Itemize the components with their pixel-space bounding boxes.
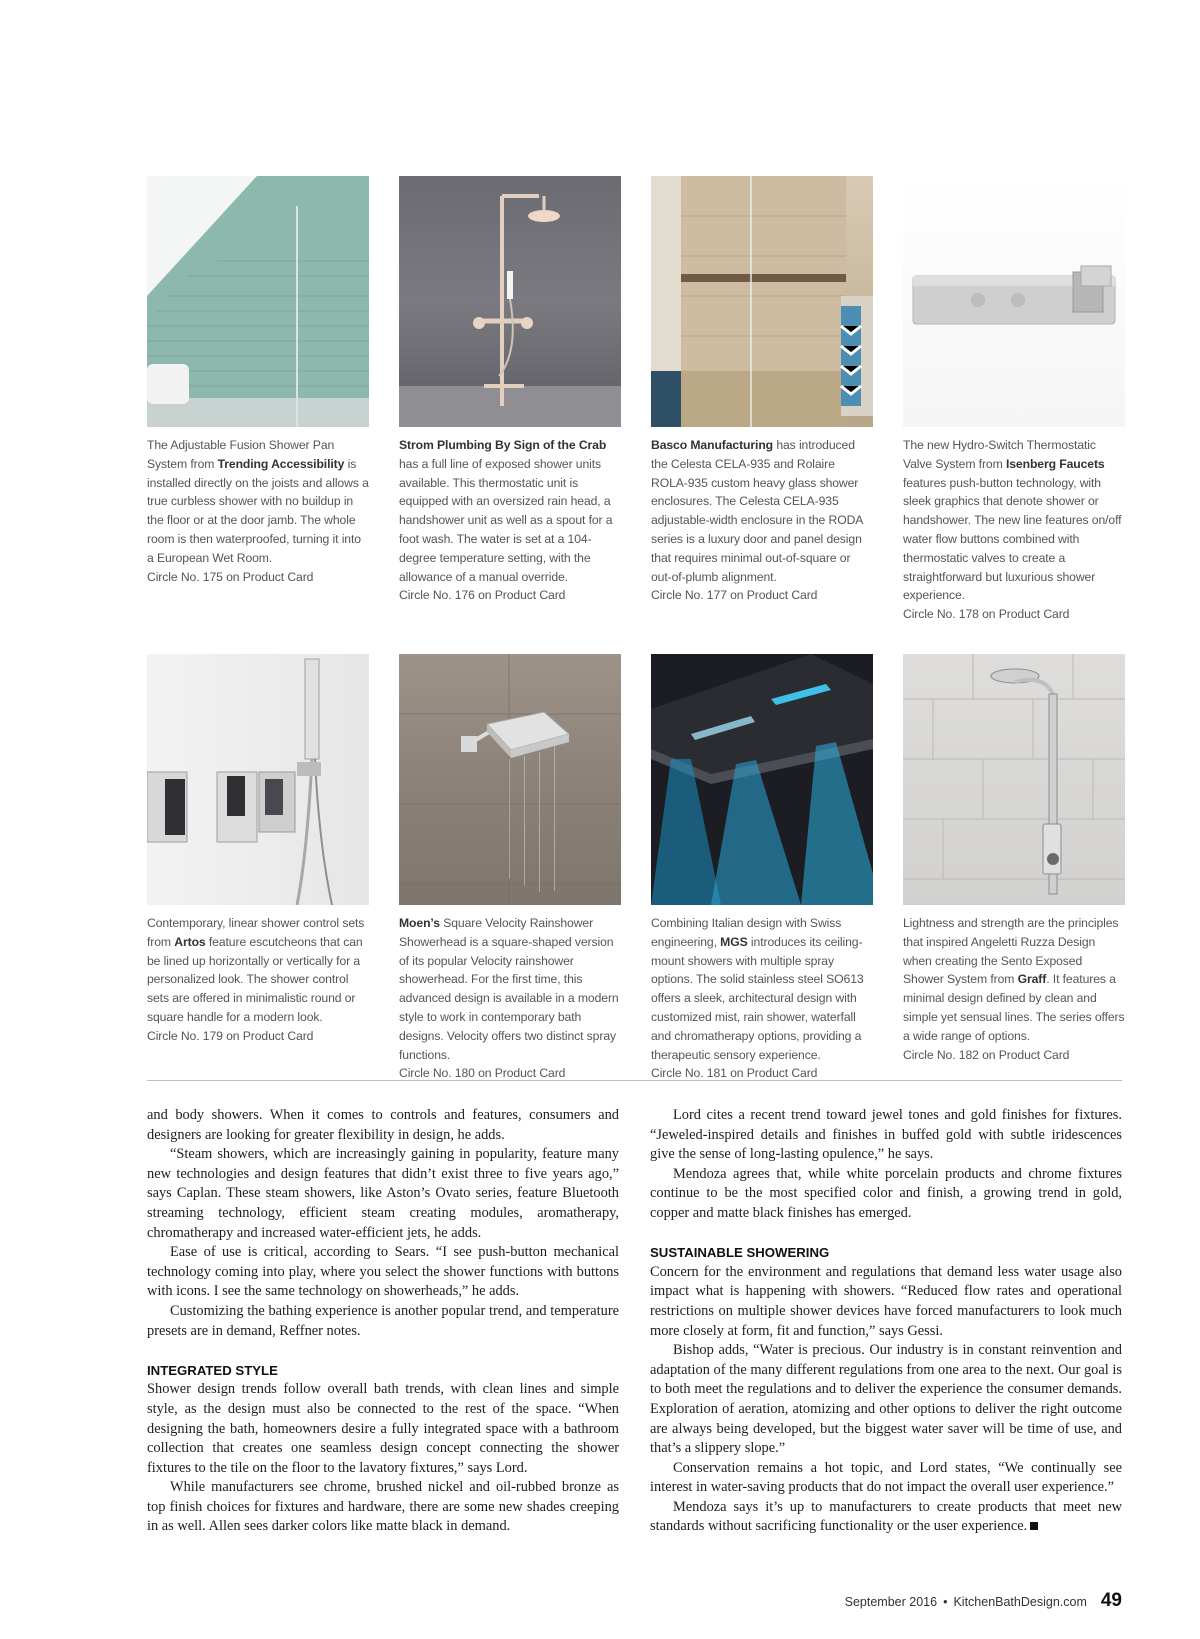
paragraph: Customizing the bathing experience is another popular trend, and temperature presets are in demand, Reffner notes. bbox=[147, 1302, 619, 1339]
circle-number: Circle No. 180 on Product Card bbox=[399, 1066, 566, 1081]
product-caption: Basco Manufacturing has introduced the Celesta CELA-935 and Rolaire ROLA-935 custom heavy glass shower enclosures. The Celesta CELA-935 adjustable-width enclosure in the RODA series is a luxury door and panel design that requires minimal out-of-square or out-of-plumb alignment. Circle No. 177 on Product Card bbox=[651, 436, 873, 605]
paragraph: Mendoza says it’s up to manufacturers to create products that meet new standards without sacrificing functionality or the user experience. bbox=[650, 1498, 1122, 1535]
footer-separator: • bbox=[943, 1595, 948, 1609]
circle-number: Circle No. 178 on Product Card bbox=[903, 607, 1070, 622]
product-grid bbox=[147, 176, 1125, 1083]
product-caption: Contemporary, linear shower control sets from Artos feature escutcheons that can be lined up horizontally or vertically for a personalized look. The shower control sets are offered in minimalistic round or square handle for a modern look. Circle No. 179 on Product Card bbox=[147, 914, 369, 1046]
paragraph: While manufacturers see chrome, brushed nickel and oil-rubbed bronze as top finish choices for fixtures and hardware, there are some new shades creeping in as well. Allen sees darker colors like matte black in demand. bbox=[147, 1479, 619, 1535]
product-card bbox=[651, 654, 873, 1083]
product-photo-valve-panel bbox=[903, 176, 1125, 427]
product-photo-wet-room bbox=[147, 176, 369, 427]
issue-date: September 2016 bbox=[844, 1595, 938, 1609]
article-column-right bbox=[650, 1106, 1122, 1537]
product-row-1 bbox=[147, 176, 1122, 624]
brand-name: Artos bbox=[174, 934, 206, 949]
article-body bbox=[147, 1106, 1122, 1537]
product-card bbox=[147, 654, 369, 1083]
circle-number: Circle No. 175 on Product Card bbox=[147, 569, 314, 584]
product-caption: Strom Plumbing By Sign of the Crab has a full line of exposed shower units available. This thermostatic unit is equipped with an oversized rain head, a handshower unit as well as a spout for a foot wash. The water is set at a 104-degree temperature setting, with the allowance of a manual override. Circle No. 176 on Product Card bbox=[399, 436, 621, 605]
product-photo-ceiling-shower bbox=[651, 654, 873, 905]
product-caption: Lightness and strength are the principles that inspired Angeletti Ruzza Design when creating the Sento Exposed Shower System from Graff. It features a minimal design defined by clean and simple yet sensual lines. The series offers a wide range of options. Circle No. 182 on Product Card bbox=[903, 914, 1125, 1064]
product-card bbox=[399, 654, 621, 1083]
product-card bbox=[147, 176, 369, 624]
paragraph: Mendoza agrees that, while white porcelain products and chrome fixtures continue to be the most specified color and finish, a growing trend in gold, copper and matte black finishes has emerged. bbox=[650, 1165, 1122, 1221]
product-card bbox=[399, 176, 621, 624]
brand-name: Graff bbox=[1017, 972, 1047, 987]
section-heading: INTEGRATED STYLE bbox=[147, 1362, 278, 1378]
product-photo-glass-enclosure bbox=[651, 176, 873, 427]
website: KitchenBathDesign.com bbox=[953, 1595, 1087, 1609]
circle-number: Circle No. 182 on Product Card bbox=[903, 1047, 1070, 1062]
brand-name: Strom Plumbing By Sign of the Crab bbox=[399, 438, 607, 452]
section-divider bbox=[147, 1080, 1122, 1081]
product-caption: The new Hydro-Switch Thermostatic Valve System from Isenberg Faucets features push-button technology, with sleek graphics that denote shower or handshower. The new line features on/off water flow buttons combined with thermostatic valves to create a straightforward but luxurious shower experience. Circle No. 178 on Product Card bbox=[903, 436, 1125, 624]
end-mark-icon bbox=[1030, 1522, 1038, 1530]
paragraph: Conservation remains a hot topic, and Lord states, “We continually see interest in water-saving products that do not impact the overall user experience.” bbox=[650, 1459, 1122, 1496]
circle-number: Circle No. 179 on Product Card bbox=[147, 1028, 314, 1043]
page-number: 49 bbox=[1100, 1590, 1122, 1611]
brand-name: Basco Manufacturing bbox=[651, 438, 774, 452]
paragraph: Shower design trends follow overall bath trends, with clean lines and simple style, as the design must also be connected to the rest of the space. “When designing the bath, homeowners desire a fully integrated space with a bathroom collection that creates one seamless design concept connecting the shower fixtures to the tile on the floor to the lavatory fixtures,” says Lord. bbox=[147, 1381, 619, 1476]
product-caption: The Adjustable Fusion Shower Pan System from Trending Accessibility is installed directly on the joists and allows a true curbless shower with no buildup in the floor or at the door jamb. The whole room is then waterproofed, turning it into a European Wet Room. Circle No. 175 on Product Card bbox=[147, 436, 369, 586]
brand-name: Isenberg Faucets bbox=[1005, 456, 1105, 471]
section-heading: SUSTAINABLE SHOWERING bbox=[650, 1245, 830, 1261]
paragraph: and body showers. When it comes to controls and features, consumers and designers are looking for greater flexibility in design, he adds. bbox=[147, 1107, 619, 1143]
product-photo-exposed-system bbox=[903, 654, 1125, 905]
product-photo-exposed-shower bbox=[399, 176, 621, 427]
product-card bbox=[903, 654, 1125, 1083]
paragraph: Concern for the environment and regulations that demand less water usage also impact what is happening with showers. “Reduced flow rates and operational restrictions on multiple shower devices have forced manufacturers to look much more closely at form, fit and function,” says Gessi. bbox=[650, 1263, 1122, 1339]
brand-name: MGS bbox=[720, 934, 748, 949]
brand-name: Trending Accessibility bbox=[217, 456, 345, 471]
product-card bbox=[651, 176, 873, 624]
circle-number: Circle No. 176 on Product Card bbox=[399, 588, 566, 603]
article-column-left bbox=[147, 1106, 619, 1537]
circle-number: Circle No. 181 on Product Card bbox=[651, 1066, 818, 1081]
product-card bbox=[903, 176, 1125, 624]
paragraph: “Steam showers, which are increasingly gaining in popularity, feature many new technologies and design features that didn’t exist three to five years ago,” says Caplan. These steam showers, like Aston’s Ovato series, feature Bluetooth streaming technology, efficient steam creating modules, aromatherapy, chromatherapy and increased water-efficient jets, he adds. bbox=[147, 1146, 619, 1241]
page-footer bbox=[845, 1590, 1122, 1612]
product-photo-rainshower bbox=[399, 654, 621, 905]
brand-name: Moen’s bbox=[399, 915, 440, 930]
product-photo-control-sets bbox=[147, 654, 369, 905]
circle-number: Circle No. 177 on Product Card bbox=[651, 588, 818, 603]
product-row-2 bbox=[147, 654, 1125, 1083]
paragraph: Bishop adds, “Water is precious. Our industry is in constant reinvention and adaptation of the many different regulations from one area to the next. Our goal is to both meet the regulations and to deliver the experience the consumer demands. Exploration of aeration, atomizing and other options to deliver the right outcome are always being developed, but the biggest water saver will be time of use, and that’s a slippery slope.” bbox=[650, 1342, 1122, 1457]
product-caption: Combining Italian design with Swiss engineering, MGS introduces its ceiling-mount showers with multiple spray options. The solid stainless steel SO613 offers a sleek, architectural design with customized mist, rain shower, waterfall and chromatherapy options, providing a therapeutic sensory experience. Circle No. 181 on Product Card bbox=[651, 914, 873, 1083]
paragraph: Ease of use is critical, according to Sears. “I see push-button mechanical technology coming into play, where you select the shower functions with buttons with icons. I see the same technology on showerheads,” he adds. bbox=[147, 1244, 619, 1300]
product-caption: Moen’s Square Velocity Rainshower Showerhead is a square-shaped version of its popular Velocity rainshower showerhead. For the first time, this advanced design is available in a modern style to work in contemporary bath designs. Velocity offers two distinct spray functions. Circle No. 180 on Product Card bbox=[399, 914, 621, 1083]
paragraph: Lord cites a recent trend toward jewel tones and gold finishes for fixtures. “Jeweled-inspired details and finishes in buffed gold with subtle iridescences give the sense of long-lasting opulence,” he says. bbox=[650, 1107, 1122, 1163]
